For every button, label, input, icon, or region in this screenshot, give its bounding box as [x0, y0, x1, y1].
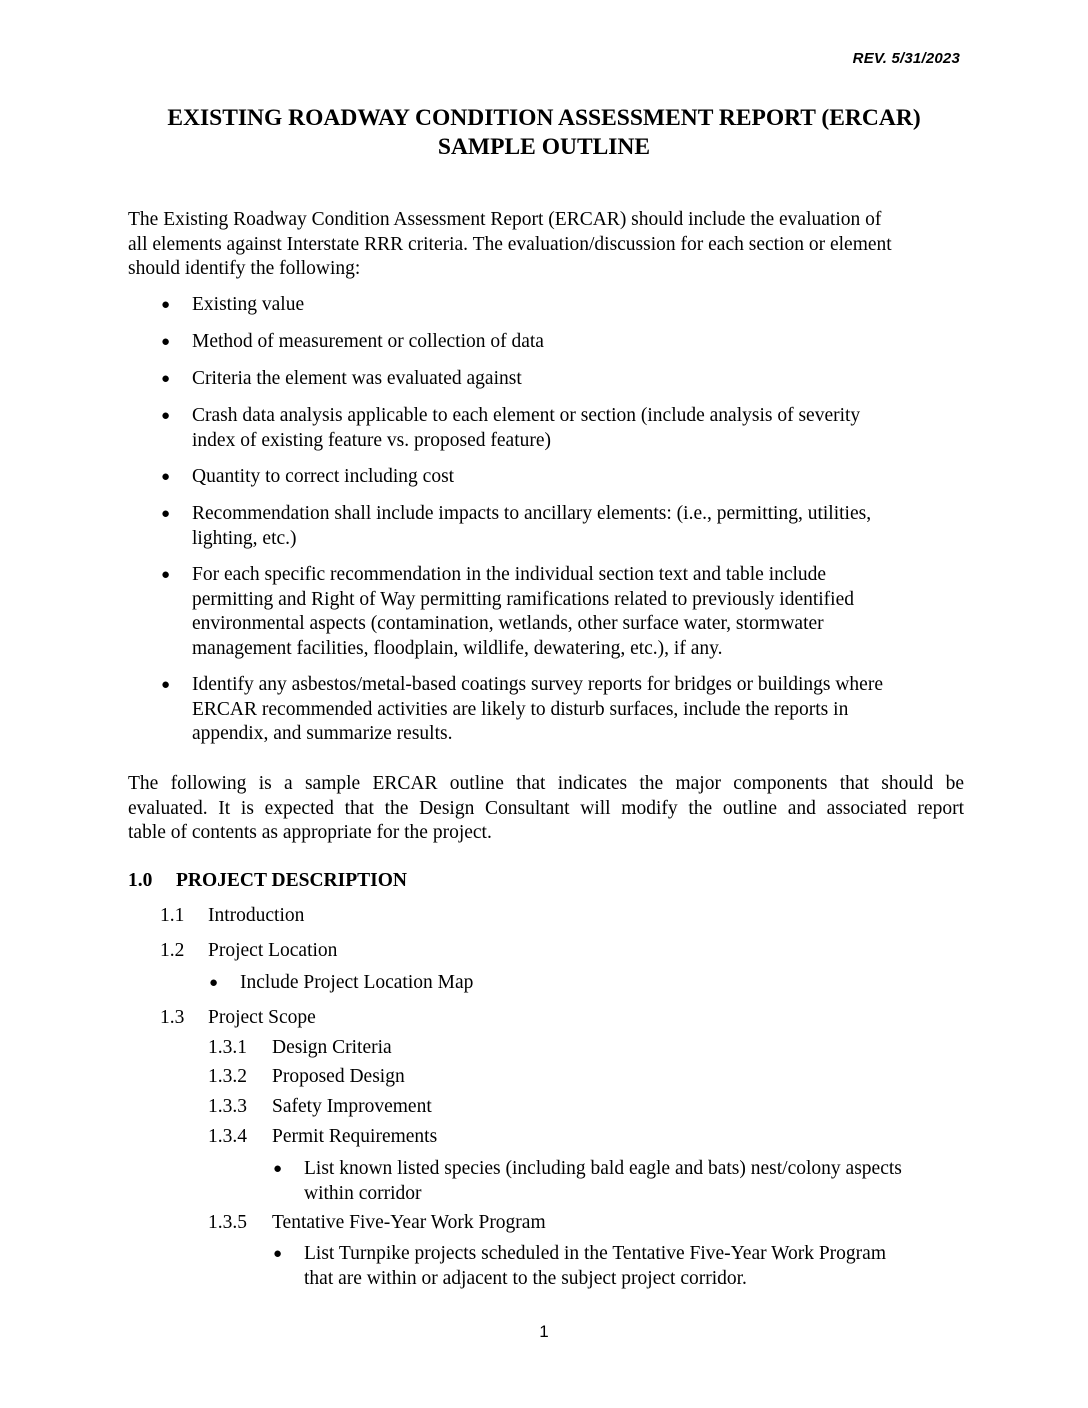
bullet-line: Crash data analysis applicable to each element or section (include analysis of severity	[192, 405, 861, 426]
outline-label: Tentative Five-Year Work Program	[272, 1212, 546, 1233]
outline-intro-paragraph	[128, 772, 964, 846]
title-line-1: EXISTING ROADWAY CONDITION ASSESSMENT REPORT (ERCAR)	[167, 105, 921, 131]
bullet-icon: ●	[161, 297, 171, 313]
section-title: PROJECT DESCRIPTION	[176, 870, 407, 891]
bullet-icon: ●	[161, 371, 171, 387]
outline-bullet	[273, 1157, 964, 1206]
bullet-line: index of existing feature vs. proposed feature)	[192, 429, 551, 451]
outline-number: 1.3.3	[208, 1096, 247, 1117]
bullet-icon: ●	[273, 1246, 283, 1262]
outline-label: Project Location	[208, 940, 338, 961]
bullet-line: List known listed species (including bald eagle and bats) nest/colony aspects	[304, 1158, 902, 1179]
bullet-line: For each specific recommendation in the individual section text and table include	[192, 564, 827, 585]
outline-bullet	[273, 1242, 964, 1291]
bullet-line: lighting, etc.)	[192, 527, 297, 549]
bullet-line: within corridor	[304, 1182, 422, 1204]
bullet-item	[161, 404, 964, 453]
outline-label: Proposed Design	[272, 1066, 405, 1087]
bullet-line: ERCAR recommended activities are likely to disturb surfaces, include the reports in	[192, 698, 849, 720]
bullet-line: Recommendation shall include impacts to ancillary elements: (i.e., permitting, utilities,	[192, 503, 872, 524]
bullet-line: Method of measurement or collection of data	[192, 331, 544, 352]
document-title	[128, 104, 960, 162]
outline-number: 1.3.5	[208, 1212, 247, 1233]
intro-line: all elements against Interstate RRR criteria. The evaluation/discussion for each section or element	[128, 233, 892, 255]
bullet-icon: ●	[161, 469, 171, 485]
bullet-item	[161, 293, 964, 318]
intro-paragraph	[128, 208, 964, 282]
bullet-line: List Turnpike projects scheduled in the Tentative Five-Year Work Program	[304, 1243, 886, 1264]
outline-label: Introduction	[208, 905, 305, 926]
outline-number: 1.3.1	[208, 1037, 247, 1058]
outline-label: Project Scope	[208, 1007, 316, 1028]
outline-bullet	[209, 971, 940, 996]
bullet-icon: ●	[161, 567, 171, 583]
bullet-line: environmental aspects (contamination, wetlands, other surface water, stormwater	[192, 613, 824, 634]
section-heading	[128, 869, 407, 893]
intro-line: The Existing Roadway Condition Assessment Report (ERCAR) should include the evaluation of	[128, 209, 882, 230]
bullet-item	[161, 367, 964, 392]
bullet-line: Criteria the element was evaluated against	[192, 368, 522, 389]
bullet-icon: ●	[161, 677, 171, 693]
bullet-item	[161, 465, 964, 490]
bullet-line: Include Project Location Map	[240, 972, 474, 993]
bullet-item	[161, 673, 964, 747]
outline-number: 1.1	[160, 905, 185, 926]
outline-label: Design Criteria	[272, 1037, 392, 1058]
bullet-line: Identify any asbestos/metal-based coatings survey reports for bridges or buildings where	[192, 674, 883, 695]
revision-date: REV. 5/31/2023	[852, 50, 960, 67]
outline-number: 1.3.2	[208, 1066, 247, 1087]
outline-intro-line: The following is a sample ERCAR outline that indicates the major components that should be	[128, 773, 964, 794]
bullet-icon: ●	[161, 408, 171, 424]
outline-intro-line: table of contents as appropriate for the project.	[128, 822, 492, 843]
bullet-line: management facilities, floodplain, wildlife, dewatering, etc.), if any.	[192, 637, 723, 659]
bullet-item	[161, 563, 964, 661]
outline-label: Safety Improvement	[272, 1096, 432, 1117]
bullet-line: Existing value	[192, 294, 305, 315]
bullet-line: that are within or adjacent to the subject project corridor.	[304, 1267, 747, 1289]
bullet-icon: ●	[209, 975, 219, 991]
bullet-icon: ●	[273, 1161, 283, 1177]
bullet-icon: ●	[161, 334, 171, 350]
outline-number: 1.3.4	[208, 1126, 247, 1147]
bullet-line: permitting and Right of Way permitting ramifications related to previously identified	[192, 588, 855, 610]
section-number: 1.0	[128, 870, 153, 891]
intro-line: should identify the following:	[128, 258, 361, 279]
outline-number: 1.3	[160, 1007, 185, 1028]
page-number: 1	[539, 1322, 549, 1341]
bullet-item	[161, 330, 964, 355]
bullet-line: Quantity to correct including cost	[192, 466, 455, 487]
outline-label: Permit Requirements	[272, 1126, 438, 1147]
title-line-2: SAMPLE OUTLINE	[437, 134, 651, 160]
outline-number: 1.2	[160, 940, 185, 961]
bullet-icon: ●	[161, 506, 171, 522]
bullet-item	[161, 502, 964, 551]
outline-intro-line: evaluated. It is expected that the Design Consultant will modify the outline and associated report	[128, 797, 964, 819]
bullet-line: appendix, and summarize results.	[192, 723, 453, 744]
